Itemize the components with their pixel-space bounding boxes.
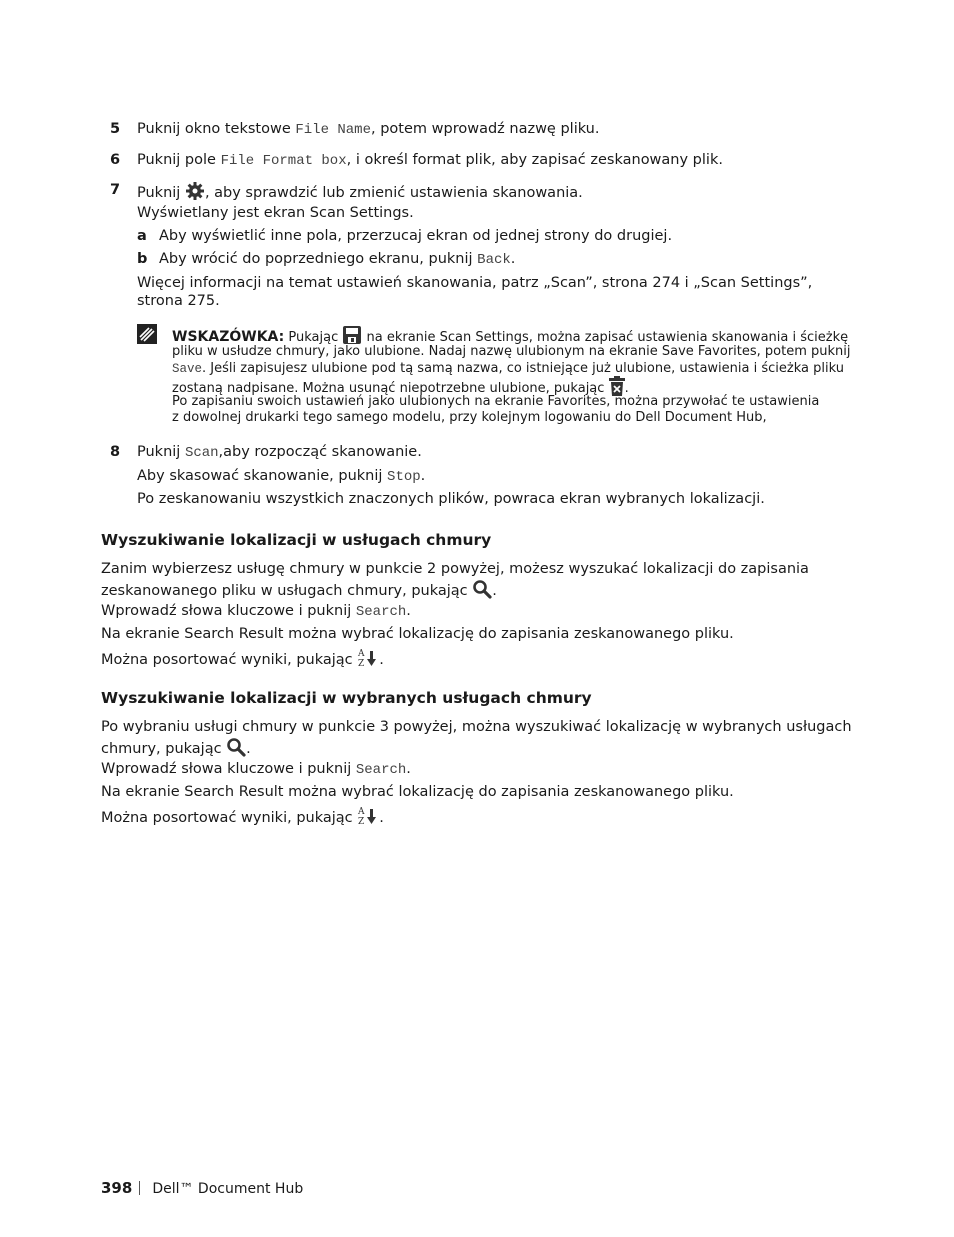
- save-code: Save: [172, 362, 203, 376]
- substep-b-pre: Aby wrócić do poprzedniego ekranu, puknij: [159, 251, 478, 267]
- s2-p3-pre: Na ekranie: [101, 784, 185, 800]
- search-result-label: Search Result: [184, 626, 284, 642]
- note-pencil-icon: [137, 324, 157, 348]
- sort-az-icon: [357, 648, 379, 674]
- s1-p1-l2-post: .: [492, 583, 497, 599]
- s2-p2-pre: Wprowadź słowa kluczowe i puknij: [101, 761, 356, 777]
- sort-letter-a: A: [358, 649, 365, 659]
- s2-p3-post: można wybrać lokalizację do zapisania zeskanowanego pliku.: [283, 784, 734, 800]
- search-code: Search: [355, 762, 407, 778]
- more-info-line-2: strona 275.: [137, 293, 220, 309]
- s1-p1-l2-pre: zeskanowanego pliku w usługach chmury, pukając: [101, 583, 473, 599]
- step-6-post: , i określ format plik, aby zapisać zeskanowany plik.: [346, 152, 723, 168]
- step-7-line2-post: .: [409, 205, 414, 221]
- step-number: 8: [110, 444, 121, 460]
- substep-a-label: a: [137, 228, 147, 244]
- sort-letter-z: Z: [358, 659, 365, 668]
- s2-p1-line-1: Po wybraniu usługi chmury w punkcie 3 powyżej, można wyszukiwać lokalizację w wybranych usługach: [101, 719, 852, 735]
- note-l2-pre: pliku w usłudze chmury, jako ulubione. Nadaj nazwę ulubionym na ekranie: [172, 344, 662, 359]
- s1-p3: [101, 625, 734, 644]
- page-footer: [101, 1179, 303, 1197]
- scan-code: Scan: [184, 445, 219, 461]
- search-result-label: Search Result: [184, 784, 284, 800]
- step-5-pre: Puknij okno tekstowe: [137, 121, 296, 137]
- substep-a-text: Aby wyświetlić inne pola, przerzucaj ekran od jednej strony do drugiej.: [159, 228, 673, 244]
- s1-p1-line-1: Zanim wybierzesz usługę chmury w punkcie 2 powyżej, możesz wyszukać lokalizacji do zapisania: [101, 561, 809, 577]
- s2-p4: [101, 806, 384, 832]
- page-number: 398: [101, 1179, 133, 1197]
- step-5-text: [137, 120, 599, 140]
- note-scan-settings: Scan Settings: [439, 330, 529, 345]
- note-line-2: [172, 343, 850, 360]
- step-number: 7: [110, 182, 121, 198]
- step-6-text: [137, 151, 723, 171]
- step-8-line-3: Po zeskanowaniu wszystkich znaczonych plików, powraca ekran wybranych lokalizacji.: [137, 491, 765, 507]
- step-number: 6: [110, 152, 121, 168]
- search-code: Search: [355, 604, 407, 620]
- search-icon: [472, 579, 492, 605]
- step-5-post: , potem wprowadź nazwę pliku.: [371, 121, 600, 137]
- back-code: Back: [477, 252, 511, 268]
- note-save-favorites: Save Favorites: [661, 344, 757, 359]
- s2-p3: [101, 783, 734, 802]
- note-label: WSKAZÓWKA:: [172, 329, 285, 345]
- note-l1-mid: na ekranie: [362, 330, 440, 345]
- note-l1-pre: Pukając: [284, 330, 343, 345]
- s2-p4-pre: Można posortować wyniki, pukając: [101, 810, 358, 826]
- step-8-line2-post: .: [420, 468, 426, 484]
- note-l3-post: . Jeśli zapisujesz ulubione pod tą samą nazwa, co istniejące już ulubione, ustawienia i ścieżka pliku: [202, 361, 844, 376]
- note-favorites: Favorites: [547, 394, 607, 409]
- step-8-pre: Puknij: [137, 444, 185, 460]
- more-info-line-1: Więcej informacji na temat ustawień skanowania, patrz „Scan”, strona 274 i „Scan Settings”,: [137, 275, 813, 291]
- step-6-pre: Puknij pole: [137, 152, 221, 168]
- note-l5-post: , można przywołać te ustawienia: [606, 394, 820, 409]
- note-line-5: [172, 393, 819, 410]
- footer-divider: [139, 1181, 140, 1195]
- step-8-line-2: [137, 467, 425, 487]
- s1-p4-post: .: [379, 652, 384, 668]
- note-l4-post: .: [624, 381, 629, 396]
- s2-p4-post: .: [379, 810, 384, 826]
- step-8-text: [137, 443, 422, 463]
- stop-code: Stop: [387, 469, 421, 485]
- sort-az-icon: [357, 806, 379, 832]
- file-format-code: File Format box: [220, 153, 347, 169]
- s2-p2: [101, 760, 411, 780]
- s2-p1-l2-post: .: [246, 741, 251, 757]
- s1-p3-post: można wybrać lokalizację do zapisania zeskanowanego pliku.: [283, 626, 734, 642]
- section-heading: Wyszukiwanie lokalizacji w wybranych usługach chmury: [101, 689, 592, 707]
- footer-title: Dell™ Document Hub: [152, 1181, 304, 1197]
- substep-b-post: .: [510, 251, 516, 267]
- step-8-post: ,aby rozpocząć skanowanie.: [218, 444, 422, 460]
- note-l2-post: , potem puknij: [756, 344, 851, 359]
- step-7-post: , aby sprawdzić lub zmienić ustawienia skanowania.: [204, 185, 583, 201]
- sort-letter-z: Z: [358, 817, 365, 826]
- s1-p2-post: .: [406, 603, 411, 619]
- step-7-screen-line: [137, 204, 414, 223]
- s1-p2: [101, 602, 411, 622]
- step-8-line2-pre: Aby skasować skanowanie, puknij: [137, 468, 388, 484]
- sort-letter-a: A: [358, 807, 365, 817]
- note-l4-pre: zostaną nadpisane. Można usunąć niepotrzebne ulubione, pukając: [172, 381, 609, 396]
- s1-p2-pre: Wprowadź słowa kluczowe i puknij: [101, 603, 356, 619]
- section-heading: Wyszukiwanie lokalizacji w usługach chmury: [101, 531, 492, 549]
- s1-p3-pre: Na ekranie: [101, 626, 185, 642]
- note-l1-post: , można zapisać ustawienia skanowania i ścieżkę: [528, 330, 849, 345]
- substep-b-label: b: [137, 251, 148, 267]
- file-name-code: File Name: [295, 122, 371, 138]
- s1-p4-pre: Można posortować wyniki, pukając: [101, 652, 358, 668]
- note-line-6: z dowolnej drukarki tego samego modelu, przy kolejnym logowaniu do Dell Document Hub,: [172, 410, 767, 425]
- step-7-pre: Puknij: [137, 185, 185, 201]
- step-7-line2-pre: Wyświetlany jest ekran: [137, 205, 310, 221]
- s2-p2-post: .: [406, 761, 411, 777]
- s1-p4: [101, 648, 384, 674]
- step-number: 5: [110, 121, 121, 137]
- substep-b-text: [159, 250, 515, 270]
- note-l5-pre: Po zapisaniu swoich ustawień jako ulubionych na ekranie: [172, 394, 548, 409]
- scan-settings-label: Scan Settings: [309, 205, 410, 221]
- s2-p1-l2-pre: chmury, pukając: [101, 741, 227, 757]
